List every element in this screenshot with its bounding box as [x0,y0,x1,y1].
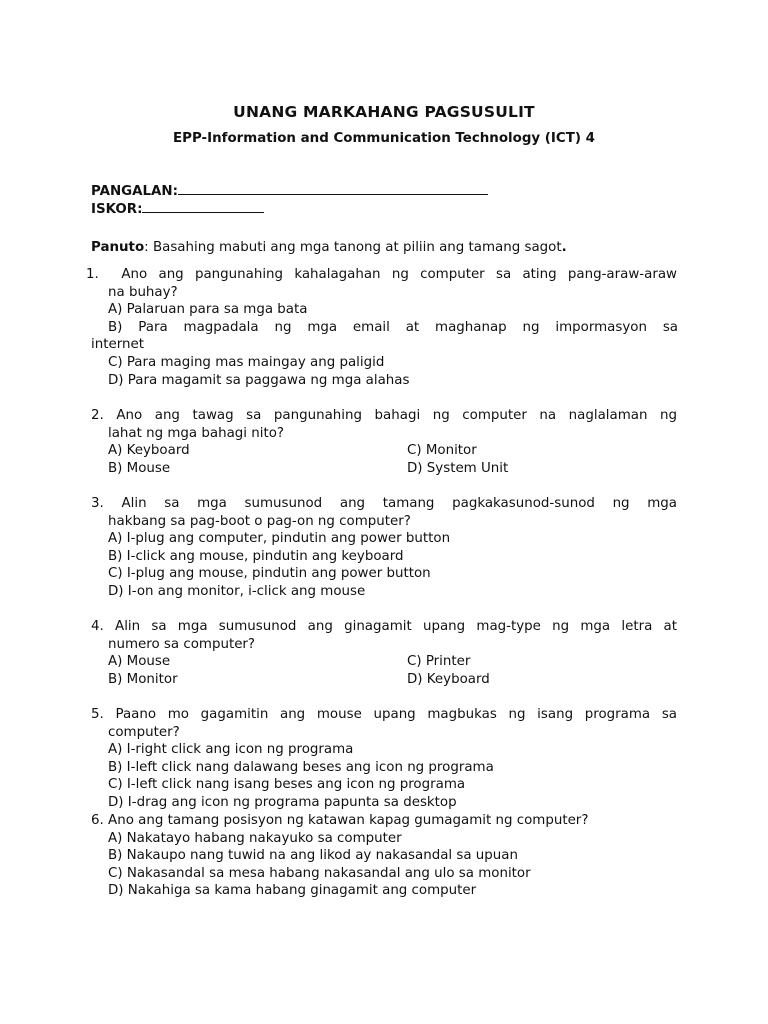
question-text-continued: lahat ng mga bahagi nito? [108,425,285,441]
question-text-line: Ano ang tawag sa pangunahing bahagi ng computer na naglalaman ng [116,408,677,423]
option-c[interactable]: C) Para maging mas maingay ang paligid [108,354,385,370]
question-number: 4. [91,619,104,634]
option-a[interactable]: A) Keyboard [108,443,190,459]
question-text-line: Alin sa mga sumusunod ang ginagamit upang mag-type ng mga letra at [115,619,677,634]
options-row [108,442,768,460]
option-c[interactable]: C) I-plug ang mouse, pindutin ang power button [108,566,431,582]
question-text-line: Ano ang tamang posisyon ng katawan kapag gumagamit ng computer? [108,813,589,828]
question-number: 5. [91,707,104,722]
score-field [91,199,264,218]
score-blank-line[interactable] [142,199,264,213]
question-text-line: Paano mo gagamitin ang mouse upang magbukas ng isang programa sa [115,707,677,722]
exam-title: UNANG MARKAHANG PAGSUSULIT [233,103,535,121]
option-b[interactable]: B) Para magpadala ng mga email at maghanap ng impormasyon sa [108,319,678,335]
option-d[interactable]: D) Keyboard [407,671,490,687]
option-b[interactable]: B) Nakaupo nang tuwid na ang likod ay nakasandal sa upuan [108,848,518,864]
option-b[interactable]: B) I-click ang mouse, pindutin ang keyboard [108,548,404,564]
question-5 [0,706,768,812]
option-a[interactable]: A) Palaruan para sa mga bata [108,302,308,318]
instructions [91,240,681,255]
option-d[interactable]: D) Para magamit sa paggawa ng mga alahas [108,372,410,388]
question-number: 6. [91,813,104,828]
question-2 [0,407,768,477]
option-a[interactable]: A) Mouse [108,654,171,670]
score-label: ISKOR: [91,202,143,217]
option-d[interactable]: D) I-on ang monitor, i-click ang mouse [108,583,366,599]
option-b[interactable]: B) I-left click nang dalawang beses ang icon ng programa [108,759,494,775]
option-c[interactable]: C) I-left click nang isang beses ang icon ng programa [108,777,466,793]
option-b[interactable]: B) Monitor [108,671,178,687]
name-label: PANGALAN: [91,184,178,199]
question-text-continued: hakbang sa pag-boot o pag-on ng computer? [108,513,411,529]
instructions-text: : Basahing mabuti ang mga tanong at piliin ang tamang sagot [144,240,562,255]
option-b[interactable]: B) Mouse [108,460,171,476]
question-text [91,618,677,636]
question-text [86,266,677,284]
question-text-line: Alin sa mga sumusunod ang tamang pagkakasunod-sunod ng mga [121,496,677,511]
option-a[interactable]: A) I-right click ang icon ng programa [108,742,354,758]
question-text [91,407,677,425]
option-c[interactable]: C) Printer [407,654,471,670]
option-d[interactable]: D) I-drag ang icon ng programa papunta sa desktop [108,794,457,810]
question-number: 3. [91,496,104,511]
name-blank-line[interactable] [178,181,488,195]
question-1 [0,266,768,389]
instructions-period: . [561,240,567,255]
question-3 [0,495,768,601]
question-number: 1. [86,267,99,282]
options-row [108,653,768,671]
question-number: 2. [91,408,104,423]
option-d[interactable]: D) Nakahiga sa kama habang ginagamit ang computer [108,883,477,899]
question-text [91,495,677,513]
option-d[interactable]: D) System Unit [407,460,509,476]
question-text-continued: computer? [108,724,180,740]
options-row [108,460,768,478]
option-a[interactable]: A) I-plug ang computer, pindutin ang power button [108,531,451,547]
option-a[interactable]: A) Nakatayo habang nakayuko sa computer [108,830,402,846]
option-b-continued[interactable]: internet [91,337,144,353]
question-text [91,706,677,724]
question-text-line: Ano ang pangunahing kahalagahan ng computer sa ating pang-araw-araw [121,267,677,282]
question-text-continued: numero sa computer? [108,636,256,652]
question-4 [0,618,768,688]
question-text [91,812,677,830]
name-field [91,181,488,200]
option-c[interactable]: C) Monitor [407,443,477,459]
question-text-continued: na buhay? [108,284,178,300]
options-row [108,671,768,689]
exam-subtitle: EPP-Information and Communication Technology (ICT) 4 [173,131,595,146]
instructions-label: Panuto [91,240,145,255]
option-c[interactable]: C) Nakasandal sa mesa habang nakasandal ang ulo sa monitor [108,865,531,881]
question-6 [0,812,768,900]
